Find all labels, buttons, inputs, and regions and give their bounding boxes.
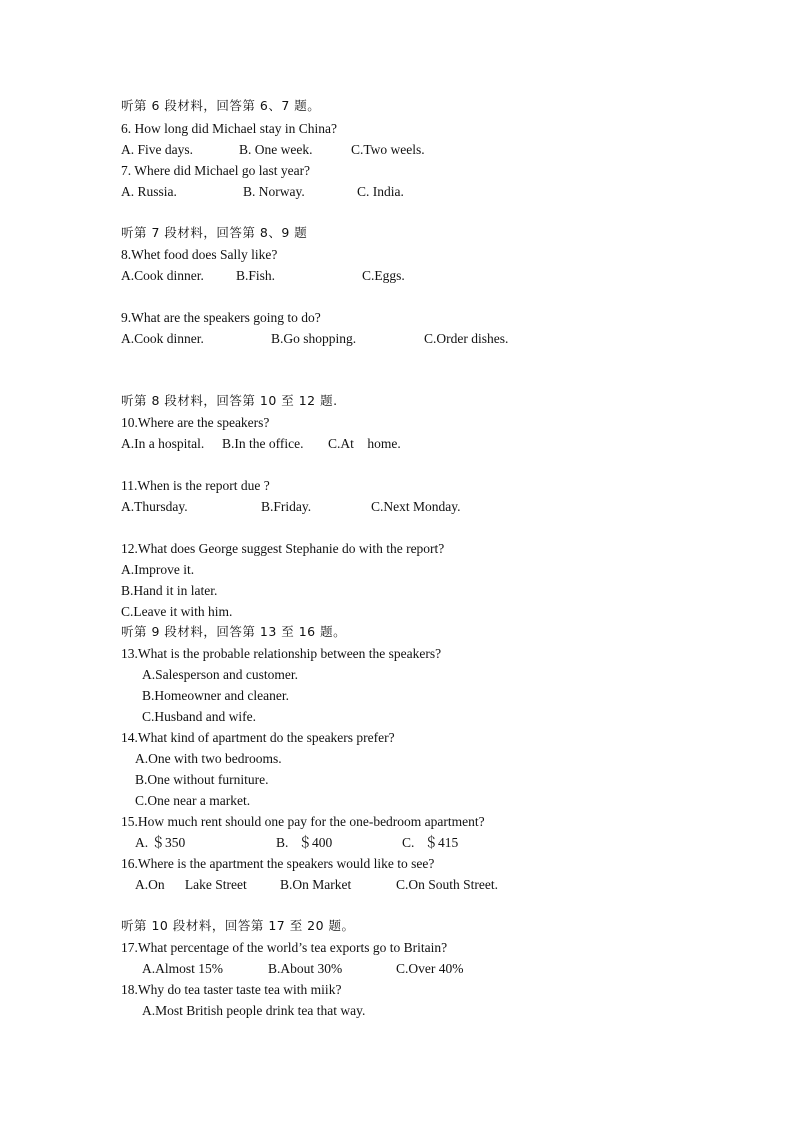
q8-option-b: B.Fish. bbox=[236, 268, 276, 283]
q9-option-a: A.Cook dinner. bbox=[121, 331, 204, 346]
q7-option-a: A. Russia. bbox=[121, 184, 177, 199]
q12-option-b: B.Hand it in later. bbox=[121, 583, 218, 598]
question-15: 15.How much rent should one pay for the one-bedroom apartment? bbox=[121, 814, 485, 829]
q7-option-c: C. India. bbox=[357, 184, 404, 199]
section-10-header: 听第 10 段材料，回答第 17 至 20 题。 bbox=[121, 918, 355, 933]
question-7: 7. Where did Michael go last year? bbox=[121, 163, 311, 178]
question-13: 13.What is the probable relationship between the speakers? bbox=[121, 646, 442, 661]
q14-option-b: B.One without furniture. bbox=[135, 772, 269, 787]
q10-option-c: C.At home. bbox=[328, 436, 401, 451]
q17-option-c: C.Over 40% bbox=[396, 961, 464, 976]
q8-option-c: C.Eggs. bbox=[362, 268, 405, 283]
section-9-header: 听第 9 段材料，回答第 13 至 16 题。 bbox=[121, 624, 347, 639]
q13-option-a: A.Salesperson and customer. bbox=[142, 667, 298, 682]
q9-option-b: B.Go shopping. bbox=[271, 331, 357, 346]
q17-option-b: B.About 30% bbox=[268, 961, 343, 976]
q12-option-a: A.Improve it. bbox=[121, 562, 195, 577]
question-9: 9.What are the speakers going to do? bbox=[121, 310, 321, 325]
section-8-header: 听第 8 段材料，回答第 10 至 12 题. bbox=[121, 393, 338, 408]
q9-option-c: C.Order dishes. bbox=[424, 331, 509, 346]
question-11: 11.When is the report due ? bbox=[121, 478, 270, 493]
question-17: 17.What percentage of the world’s tea exports go to Britain? bbox=[121, 940, 448, 955]
q6-option-a: A. Five days. bbox=[121, 142, 193, 157]
q13-option-b: B.Homeowner and cleaner. bbox=[142, 688, 289, 703]
q6-option-b: B. One week. bbox=[239, 142, 313, 157]
q6-option-c: C.Two weels. bbox=[351, 142, 425, 157]
section-6-header: 听第 6 段材料，回答第 6、7 题。 bbox=[121, 98, 321, 113]
q11-option-c: C.Next Monday. bbox=[371, 499, 461, 514]
q13-option-c: C.Husband and wife. bbox=[142, 709, 256, 724]
q11-option-b: B.Friday. bbox=[261, 499, 312, 514]
q11-option-a: A.Thursday. bbox=[121, 499, 188, 514]
question-18: 18.Why do tea taster taste tea with miik? bbox=[121, 982, 342, 997]
q18-option-a: A.Most British people drink tea that way. bbox=[142, 1003, 366, 1018]
question-10: 10.Where are the speakers? bbox=[121, 415, 270, 430]
q10-option-b: B.In the office. bbox=[222, 436, 304, 451]
question-14: 14.What kind of apartment do the speakers prefer? bbox=[121, 730, 395, 745]
question-12: 12.What does George suggest Stephanie do with the report? bbox=[121, 541, 445, 556]
q8-option-a: A.Cook dinner. bbox=[121, 268, 204, 283]
q15-option-a: A. ＄350 bbox=[135, 835, 186, 850]
question-16: 16.Where is the apartment the speakers would like to see? bbox=[121, 856, 435, 871]
q10-option-a: A.In a hospital. bbox=[121, 436, 205, 451]
q7-option-b: B. Norway. bbox=[243, 184, 305, 199]
q15-option-c: C. ＄415 bbox=[402, 835, 459, 850]
q16-option-b: B.On Market bbox=[280, 877, 352, 892]
q15-option-b: B. ＄400 bbox=[276, 835, 333, 850]
q12-option-c: C.Leave it with him. bbox=[121, 604, 233, 619]
q16-option-c: C.On South Street. bbox=[396, 877, 499, 892]
question-6: 6. How long did Michael stay in China? bbox=[121, 121, 337, 136]
question-8: 8.Whet food does Sally like? bbox=[121, 247, 278, 262]
q14-option-a: A.One with two bedrooms. bbox=[135, 751, 282, 766]
q14-option-c: C.One near a market. bbox=[135, 793, 251, 808]
q16-option-a: A.On Lake Street bbox=[135, 877, 247, 892]
q17-option-a: A.Almost 15% bbox=[142, 961, 223, 976]
section-7-header: 听第 7 段材料，回答第 8、9 题 bbox=[121, 225, 308, 240]
